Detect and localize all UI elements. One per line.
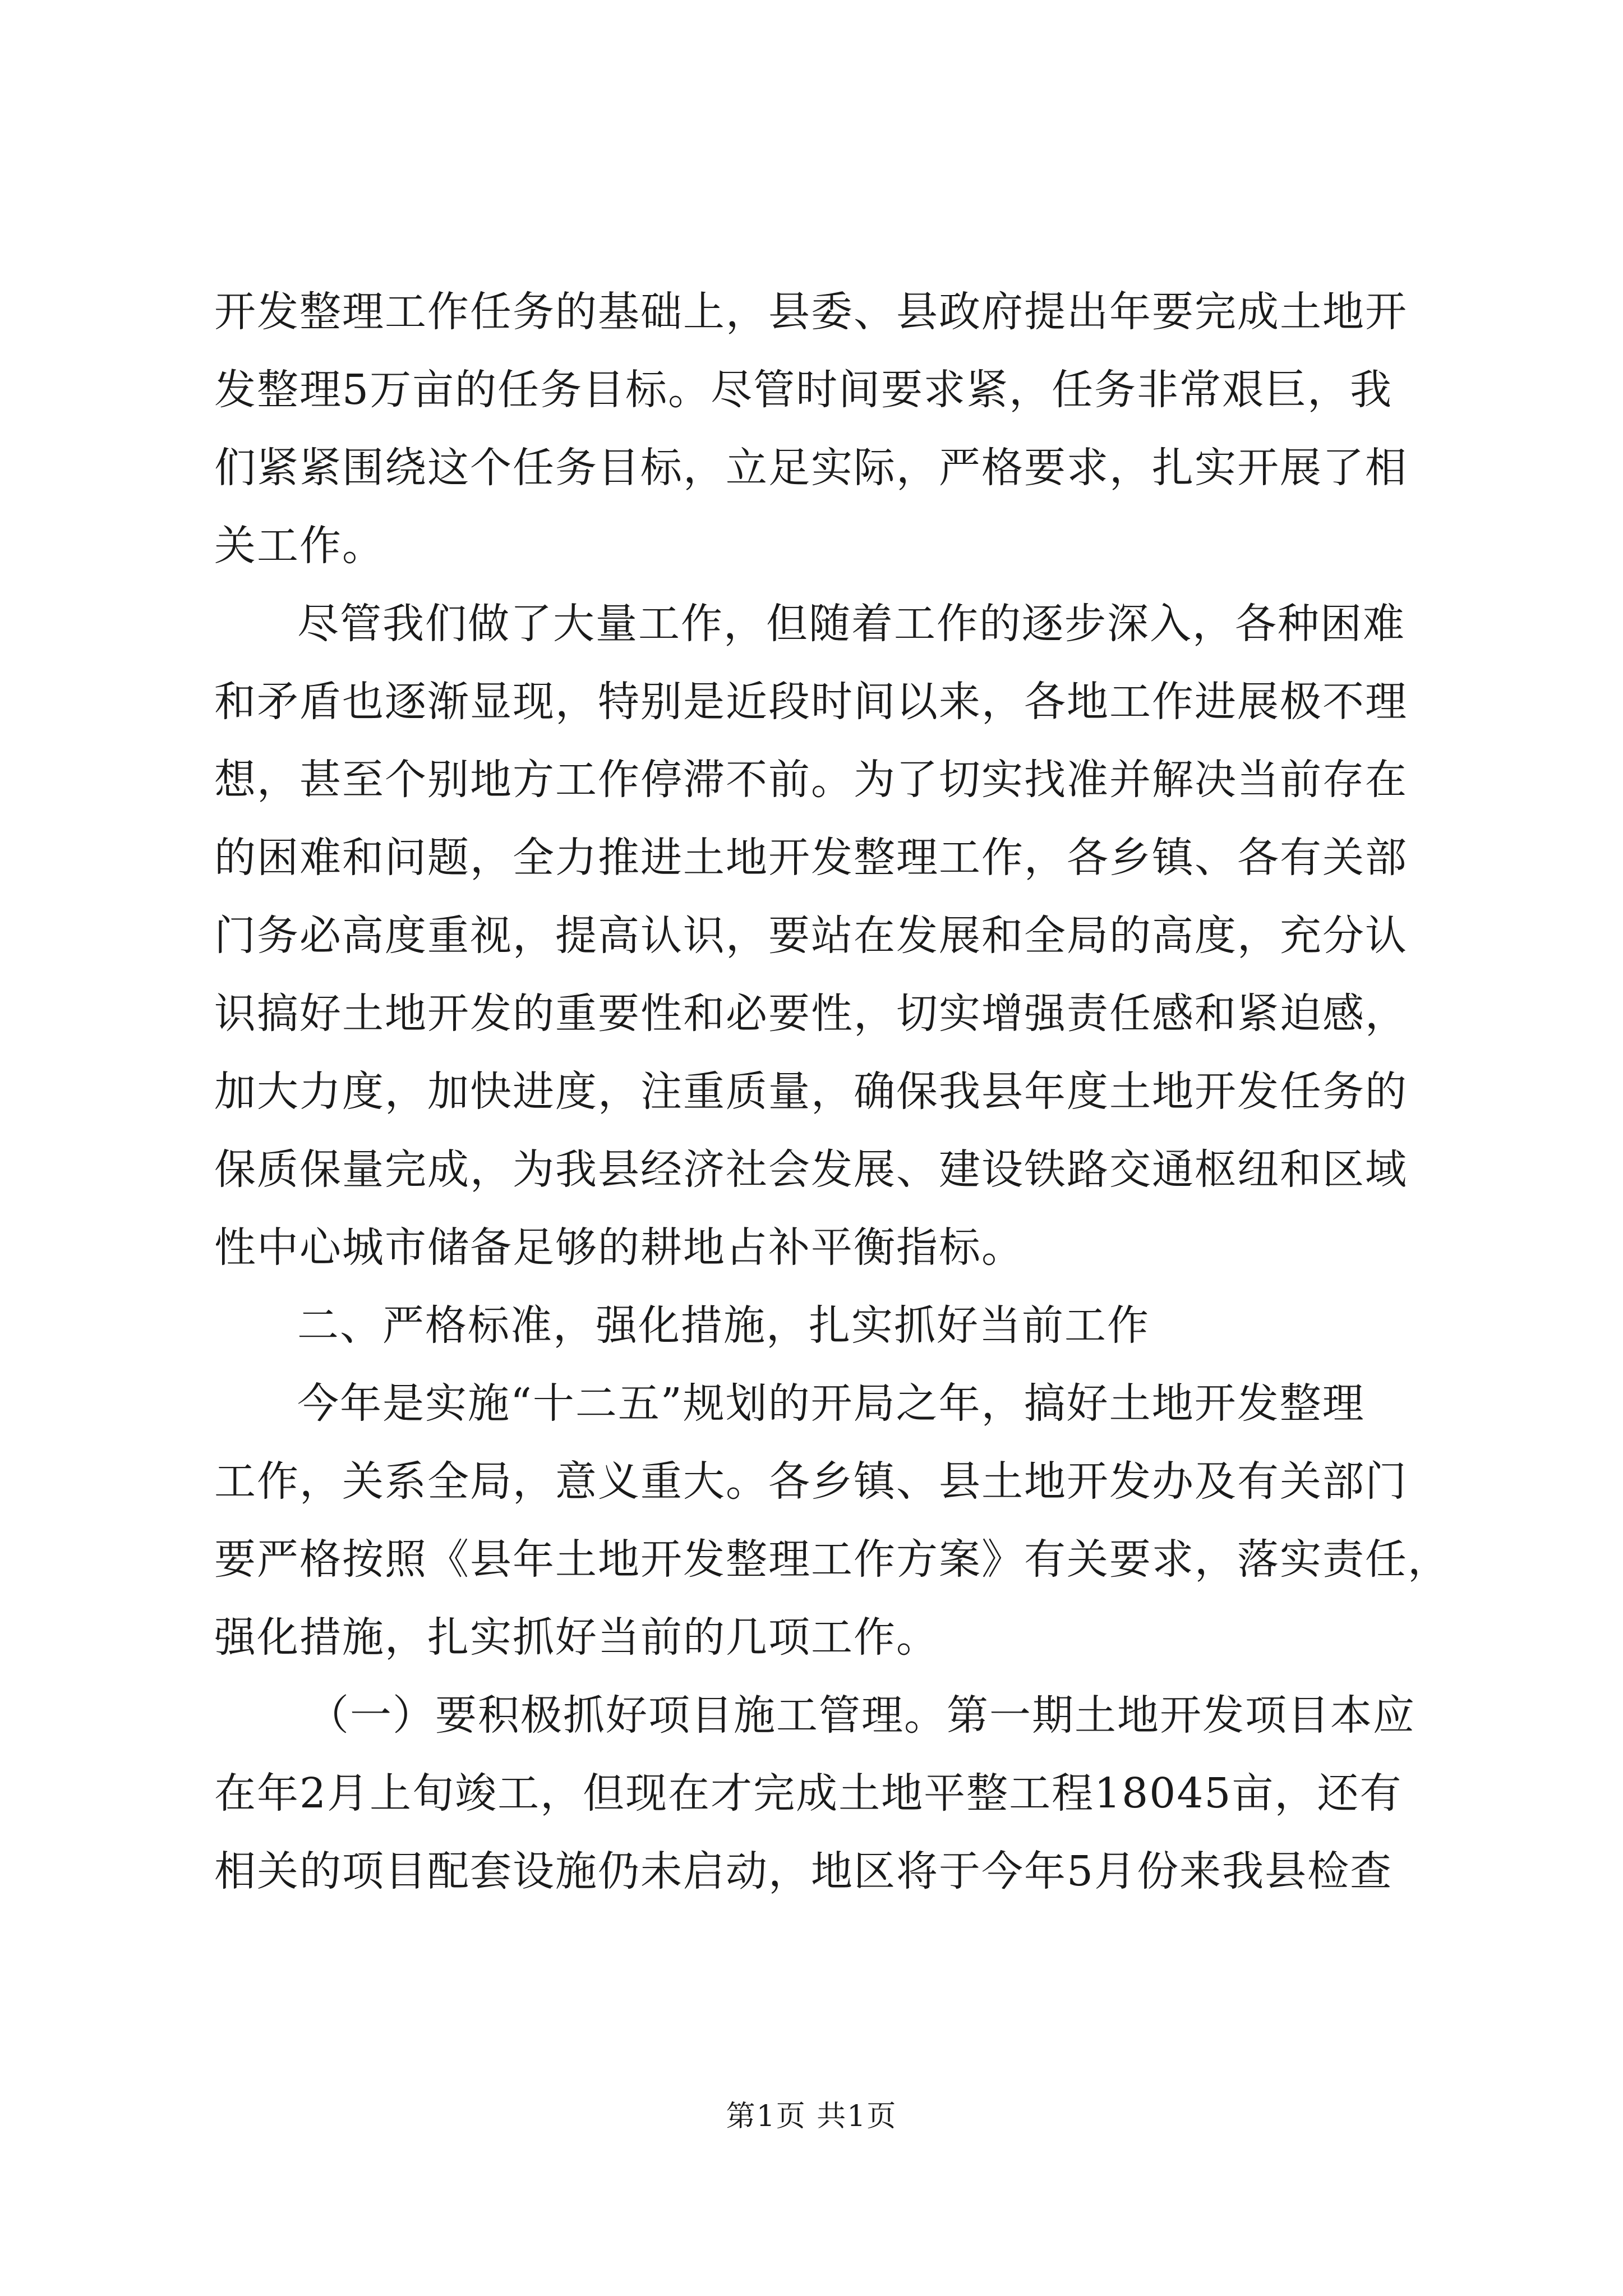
text-line: 识搞好土地开发的重要性和必要性，切实增强责任感和紧迫感， (214, 990, 1408, 1038)
text-line: 关工作。 (214, 522, 385, 570)
paragraph-start-line: 今年是实施“十二五”规划的开局之年，搞好土地开发整理 (297, 1379, 1365, 1428)
paragraph-start-line: 尽管我们做了大量工作，但随着工作的逐步深入，各种困难 (297, 600, 1405, 648)
text-line: 的困难和问题，全力推进土地开发整理工作，各乡镇、各有关部 (214, 834, 1408, 882)
text-line: 发整理5万亩的任务目标。尽管时间要求紧，任务非常艰巨，我 (214, 366, 1393, 414)
text-line: 在年2月上旬竣工，但现在才完成土地平整工程18045亩，还有 (214, 1769, 1403, 1818)
subsection-heading-line: （一）要积极抓好项目施工管理。第一期土地开发项目本应 (307, 1691, 1415, 1740)
text-line: 和矛盾也逐渐显现，特别是近段时间以来，各地工作进展极不理 (214, 678, 1408, 726)
text-line: 要严格按照《县年土地开发整理工作方案》有关要求，落实责任， (214, 1535, 1450, 1584)
text-line: 保质保量完成，为我县经济社会发展、建设铁路交通枢纽和区域 (214, 1145, 1408, 1194)
document-body (214, 273, 1450, 1911)
text-line: 强化措施，扎实抓好当前的几项工作。 (214, 1613, 939, 1662)
text-line: 门务必高度重视，提高认识，要站在发展和全局的高度，充分认 (214, 912, 1408, 960)
text-line: 开发整理工作任务的基础上，县委、县政府提出年要完成土地开 (214, 288, 1408, 336)
page-number-label: 第1页 共1页 (726, 2100, 897, 2133)
section-heading: 二、严格标准，强化措施，扎实抓好当前工作 (297, 1301, 1150, 1350)
text-line: 想，甚至个别地方工作停滞不前。为了切实找准并解决当前存在 (214, 756, 1408, 804)
text-line: 加大力度，加快进度，注重质量，确保我县年度土地开发任务的 (214, 1068, 1408, 1116)
text-line: 工作，关系全局，意义重大。各乡镇、县土地开发办及有关部门 (214, 1457, 1408, 1506)
text-line: 们紧紧围绕这个任务目标，立足实际，严格要求，扎实开展了相 (214, 444, 1408, 492)
text-line: 性中心城市储备足够的耕地占补平衡指标。 (214, 1223, 1024, 1272)
text-line: 相关的项目配套设施仍未启动，地区将于今年5月份来我县检查 (214, 1847, 1393, 1895)
page-footer (0, 2097, 1623, 2136)
